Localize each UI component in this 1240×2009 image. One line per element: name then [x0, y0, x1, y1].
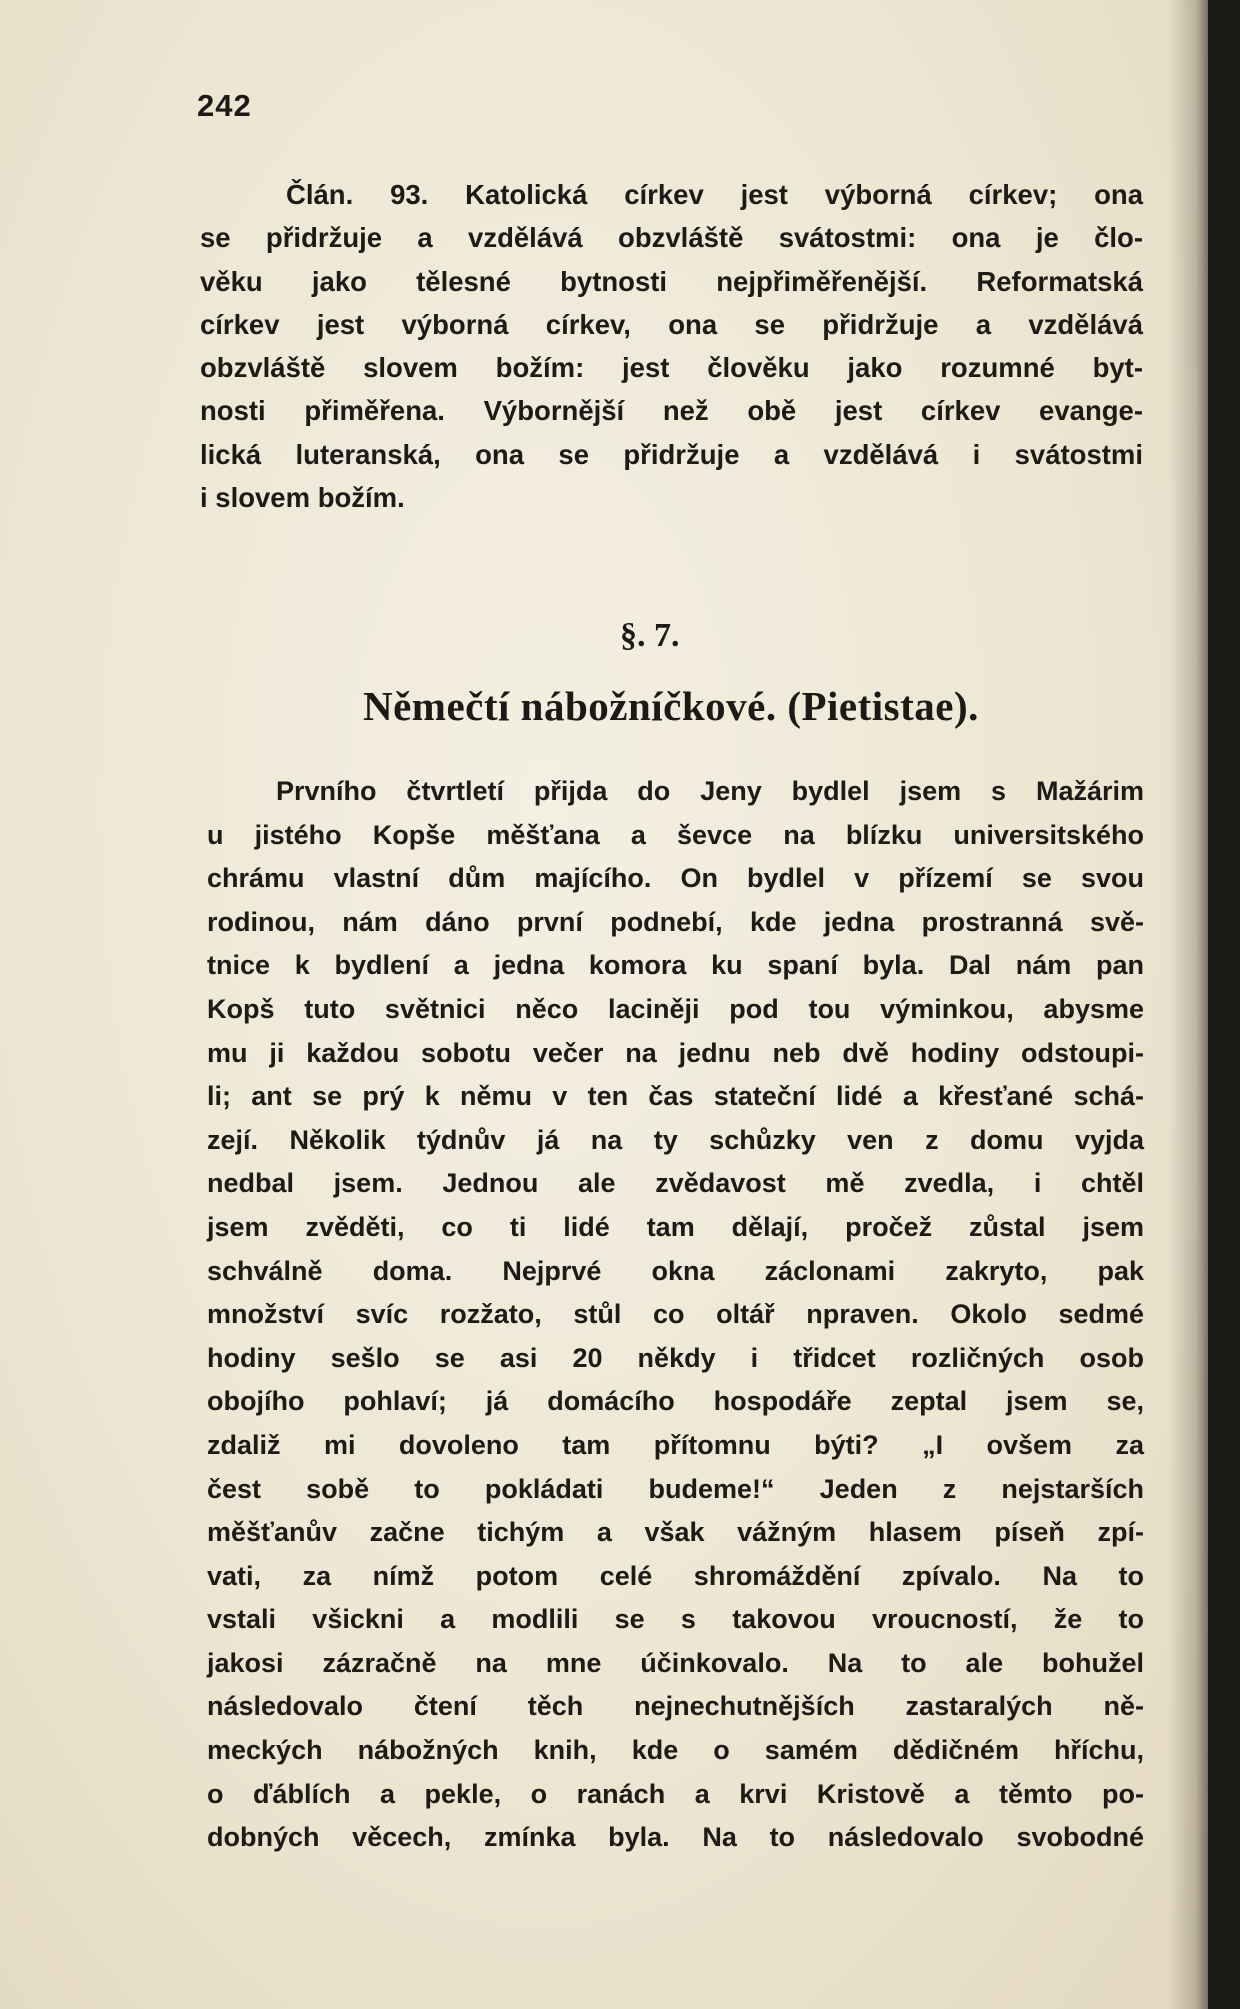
text-line: věku jako tělesné bytnosti nejpřiměřenější. Reformatská	[200, 265, 1143, 297]
section-number: §. 7.	[620, 617, 680, 654]
text-line: schválně doma. Nejprvé okna záclonami zakryto, pak	[207, 1255, 1144, 1286]
text-line: se přidržuje a vzdělává obzvláště svátostmi: ona je člo-	[200, 222, 1143, 254]
text-line: zdaliž mi dovoleno tam přítomnu býti? „I ovšem za	[207, 1429, 1144, 1460]
text-line: o ďáblích a pekle, o ranách a krvi Kristově a těmto po-	[207, 1778, 1144, 1809]
text-line: množství svíc rozžato, stůl co oltář npraven. Okolo sedmé	[207, 1299, 1144, 1330]
text-line: čest sobě to pokládati budeme!“ Jeden z nejstarších	[207, 1473, 1144, 1504]
text-line: Člán. 93. Katolická církev jest výborná církev; ona	[286, 179, 1143, 210]
text-line: i slovem božím.	[200, 482, 405, 514]
text-line: u jistého Kopše měšťana a ševce na blízku universitského	[207, 819, 1144, 850]
text-line: li; ant se prý k němu v ten čas stateční lidé a křesťané schá-	[207, 1081, 1144, 1112]
text-line: Prvního čtvrtletí přijda do Jeny bydlel jsem s Mažárim	[276, 776, 1144, 806]
text-line: hodiny sešlo se asi 20 někdy i třidcet rozličných osob	[207, 1342, 1144, 1373]
text-line: meckých nábožných knih, kde o samém dědičném hříchu,	[207, 1735, 1144, 1766]
text-line: zejí. Několik týdnův já na ty schůzky ven z domu vyjda	[207, 1124, 1144, 1155]
section-title: Němečtí nábožníčkové. (Pietistae).	[363, 683, 979, 729]
text-line: měšťanův začne tichým a však vážným hlasem píseň zpí-	[207, 1517, 1144, 1548]
page-spine-shadow	[1168, 0, 1208, 2009]
page-number: 242	[197, 88, 252, 123]
text-line: mu ji každou sobotu večer na jednu neb dvě hodiny odstoupi-	[207, 1037, 1144, 1068]
text-line: obzvláště slovem božím: jest člověku jako rozumné byt-	[200, 352, 1143, 384]
text-line: jakosi zázračně na mne účinkovalo. Na to ale bohužel	[207, 1647, 1144, 1678]
text-line: nedbal jsem. Jednou ale zvědavost mě zvedla, i chtěl	[207, 1168, 1144, 1199]
text-line: lická luteranská, ona se přidržuje a vzdělává i svátostmi	[200, 438, 1143, 470]
text-line: rodinou, nám dáno první podnebí, kde jedna prostranná svě-	[207, 906, 1144, 937]
text-line: následovalo čtení těch nejnechutnějších zastaralých ně-	[207, 1691, 1144, 1722]
text-line: vstali všickni a modlili se s takovou vroucností, že to	[207, 1604, 1144, 1635]
text-line: nosti přiměřena. Výbornější než obě jest církev evange-	[200, 395, 1143, 427]
text-line: jsem zvěděti, co ti lidé tam dělají, pročež zůstal jsem	[207, 1211, 1144, 1242]
text-line: obojího pohlaví; já domácího hospodáře zeptal jsem se,	[207, 1386, 1144, 1417]
text-line: tnice k bydlení a jedna komora ku spaní byla. Dal nám pan	[207, 950, 1144, 981]
paragraph-main-text	[207, 770, 1144, 1860]
text-line: Kopš tuto světnici něco laciněji pod tou výminkou, abysme	[207, 993, 1144, 1024]
text-line: chrámu vlastní dům majícího. On bydlel v přízemí se svou	[207, 863, 1144, 894]
text-line: vati, za nímž potom celé shromáždění zpívalo. Na to	[207, 1560, 1144, 1591]
text-line: dobných věcech, zmínka byla. Na to následovalo svobodné	[207, 1822, 1144, 1853]
text-line: církev jest výborná církev, ona se přidržuje a vzdělává	[200, 308, 1143, 340]
paragraph-article-93	[200, 173, 1143, 519]
